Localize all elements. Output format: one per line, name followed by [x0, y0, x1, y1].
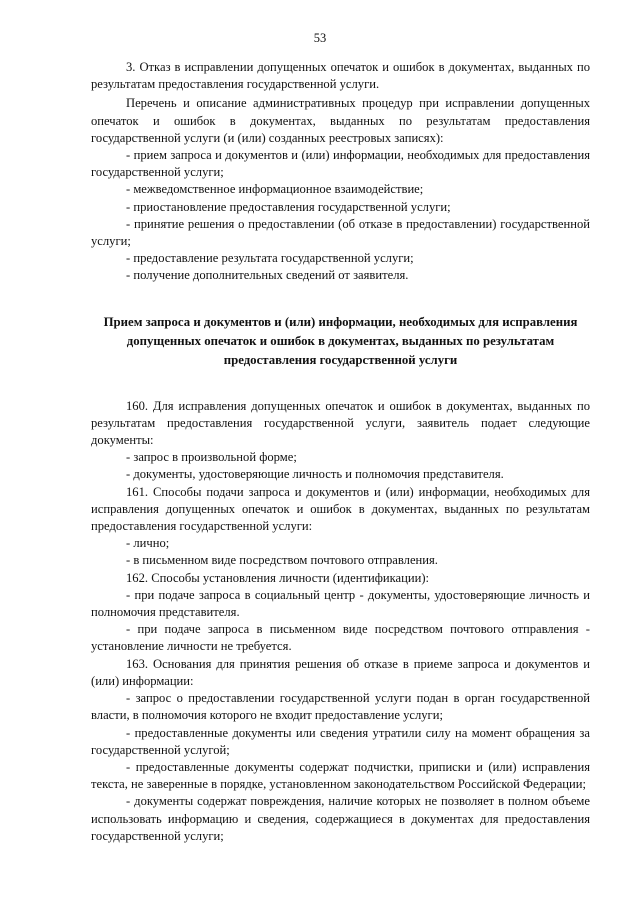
list-item-mail-no-identification: - при подаче запроса в письменном виде посредством почтового отправления - установление личности не требуется. — [91, 622, 590, 654]
list-item-unverified-corrections: - предоставленные документы содержат подчистки, приписки и (или) исправления текста, не заверенные в порядке, установленном законодательством Российской Федерации; — [91, 759, 590, 792]
paragraph-161: 161. Способы подачи запроса и документов и (или) информации, необходимых для исправления допущенных опечаток и ошибок в документах, выданных по результатам предоставления государственной услуги: — [91, 484, 590, 534]
list-item-additional-info: - получение дополнительных сведений от заявителя. — [126, 268, 409, 283]
section-heading: Прием запроса и документов и (или) информации, необходимых для исправления допущенных опечаток и ошибок в документах, выданных по результатам предоставления государственной услуги — [103, 314, 578, 367]
list-item-receive-request: - прием запроса и документов и (или) информации, необходимых для предоставления государственной услуги; — [91, 148, 590, 180]
list-item-expired-documents: - предоставленные документы или сведения утратили силу на момент обращения за государственной услугой; — [91, 725, 590, 757]
list-item-suspension: - приостановление предоставления государственной услуги; — [126, 199, 451, 214]
paragraph-refusal: 3. Отказ в исправлении допущенных опечаток и ошибок в документах, выданных по результатам предоставления государственной услуги. — [91, 60, 590, 92]
paragraph-163: 163. Основания для принятия решения об отказе в приеме запроса и документов и (или) информации: — [91, 656, 590, 688]
page-content — [91, 59, 590, 845]
paragraph-160: 160. Для исправления допущенных опечаток и ошибок в документах, выданных по результатам предоставления государственной услуги, заявитель подает следующие документы: — [91, 398, 590, 448]
list-item-by-mail: - в письменном виде посредством почтового отправления. — [126, 553, 438, 568]
list-item-in-person: - лично; — [126, 536, 170, 551]
list-item-identity-documents: - документы, удостоверяющие личность и полномочия представителя. — [126, 467, 504, 482]
list-item-interagency: - межведомственное информационное взаимодействие; — [126, 182, 424, 197]
paragraph-procedures-list-intro: Перечень и описание административных процедур при исправлении допущенных опечаток и ошибок в документах, выданных по результатам предоставления государственной услуги (и (или) созданных реестровых записях): — [91, 96, 590, 145]
page-number: 53 — [313, 31, 327, 45]
list-item-social-center: - при подаче запроса в социальный центр - документы, удостоверяющие личность и полномочия представителя. — [91, 587, 590, 620]
list-item-result: - предоставление результата государственной услуги; — [126, 251, 414, 266]
list-item-wrong-authority: - запрос о предоставлении государственной услуги подан в орган государственной власти, в полномочия которого не входит предоставление услуги; — [91, 691, 590, 723]
paragraph-162: 162. Способы установления личности (идентификации): — [126, 570, 430, 585]
list-item-damaged-documents: - документы содержат повреждения, наличие которых не позволяет в полном объеме использовать информацию и сведения, содержащиеся в документах для предоставления государственной услуги; — [91, 794, 590, 843]
list-item-free-form-request: - запрос в произвольной форме; — [126, 450, 297, 465]
list-item-decision: - принятие решения о предоставлении (об отказе в предоставлении) государственной услуги; — [91, 216, 590, 249]
